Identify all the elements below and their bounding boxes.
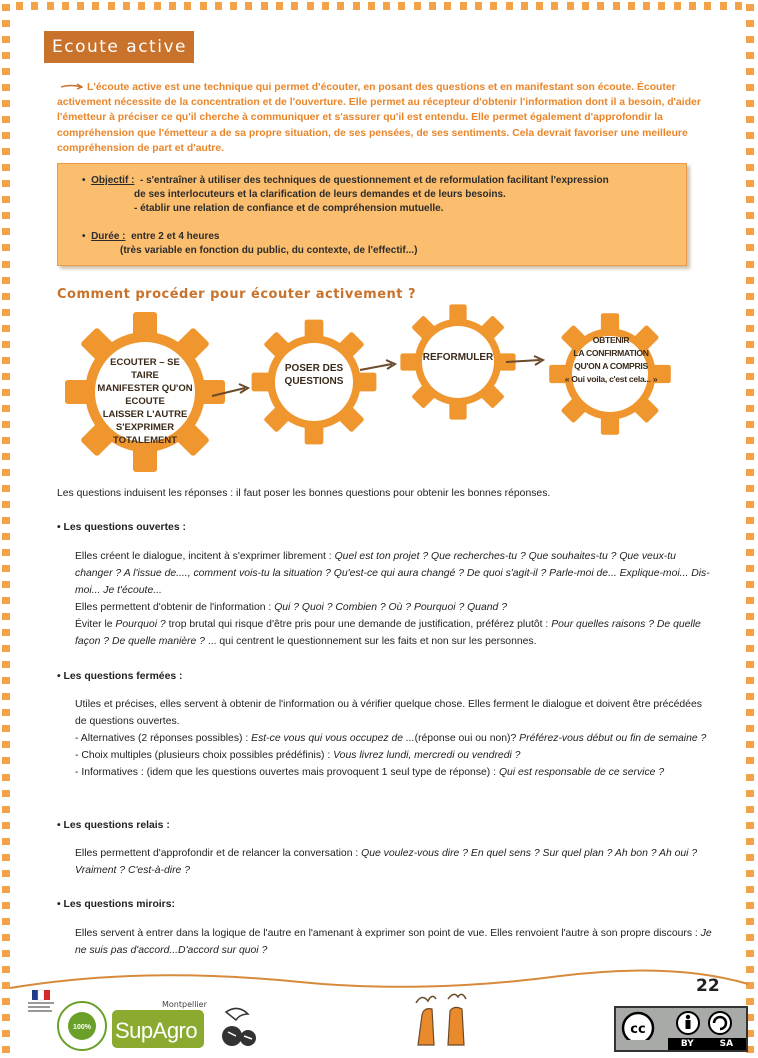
border-dash: [2, 757, 10, 764]
border-dash: [746, 309, 754, 316]
border-dash: [2, 549, 10, 556]
border-dash: [108, 2, 115, 10]
border-dash: [2, 533, 10, 540]
border-dash: [2, 453, 10, 460]
border-dash: [368, 2, 375, 10]
border-dash: [2, 132, 10, 139]
border-dash: [506, 2, 513, 10]
border-dash: [2, 4, 10, 11]
mirror-questions-body: Elles servent à entrer dans la logique de l'autre en l'amenant à exprimer son point de vue. Elles renvoient l'autre à son propre discours : Je ne suis pas d'accord...D'accord sur quoi ?: [75, 928, 712, 956]
border-dash: [322, 2, 329, 10]
border-dash: [2, 52, 10, 59]
border-dash: [2, 934, 10, 941]
border-dash: [628, 2, 635, 10]
border-dash: [414, 2, 421, 10]
border-dash: [444, 2, 451, 10]
border-dash: [746, 453, 754, 460]
border-dash: [746, 774, 754, 781]
border-dash: [2, 950, 10, 957]
border-dash: [77, 2, 84, 10]
border-dash: [746, 148, 754, 155]
border-dash: [490, 2, 497, 10]
border-dash: [475, 2, 482, 10]
border-dash: [16, 2, 23, 10]
border-dash: [230, 2, 237, 10]
svg-text:100%: 100%: [73, 1024, 91, 1031]
border-dash: [2, 645, 10, 652]
border-dash: [307, 2, 314, 10]
border-dash: [2, 389, 10, 396]
border-dash: [735, 2, 742, 10]
border-dash: [746, 341, 754, 348]
border-dash: [2, 485, 10, 492]
border-dash: [746, 870, 754, 877]
page-number: 22: [696, 976, 720, 996]
border-dash: [2, 838, 10, 845]
border-dash: [746, 709, 754, 716]
border-dash: [746, 52, 754, 59]
border-dash: [2, 501, 10, 508]
right-border: [746, 0, 756, 1058]
border-dash: [746, 645, 754, 652]
border-dash: [746, 261, 754, 268]
objective-box: • Objectif : - s'entraîner à utiliser des techniques de questionnement et de reformulation facilitant l'expression de ses interlocuteurs et la clarification de leurs demandes et de leurs besoins. - établir une relation de confiance et de compréhension mutuelle. • Durée : entre 2 et 4 heures (très variable en fonction du public, du contexte, de l'effectif...): [57, 163, 687, 266]
border-dash: [2, 806, 10, 813]
border-dash: [746, 725, 754, 732]
mirror-questions-title: • Les questions miroirs:: [57, 899, 175, 910]
border-dash: [746, 613, 754, 620]
border-dash: [2, 261, 10, 268]
border-dash: [746, 741, 754, 748]
border-dash: [746, 437, 754, 444]
border-dash: [643, 2, 650, 10]
objective-label: Objectif :: [91, 175, 135, 186]
border-dash: [2, 1014, 10, 1021]
border-dash: [746, 822, 754, 829]
border-dash: [746, 549, 754, 556]
border-dash: [746, 693, 754, 700]
border-dash: [746, 565, 754, 572]
border-dash: [746, 533, 754, 540]
border-dash: [746, 212, 754, 219]
duration-label: Durée :: [91, 231, 126, 242]
fists-illustration: [408, 985, 474, 1055]
border-dash: [92, 2, 99, 10]
border-dash: [291, 2, 298, 10]
border-dash: [460, 2, 467, 10]
border-dash: [689, 2, 696, 10]
border-dash: [2, 854, 10, 861]
border-dash: [746, 100, 754, 107]
gears-diagram: [40, 300, 720, 480]
gear-4-text: OBTENIR LA CONFIRMATION QU'ON A COMPRIS « Oui voila, c'est cela... »: [564, 335, 658, 384]
border-dash: [2, 325, 10, 332]
border-dash: [2, 822, 10, 829]
border-dash: [2, 1030, 10, 1037]
intro-text: L'écoute active est une technique qui permet d'écouter, en posant des questions et en manifestant son écoute. Écouter activement nécessite de la concentration et de l'ouverture. Elle permet au récepteur d'obtenir l'information dont il a besoin, d'aider l'émetteur à préciser ce qu'il cherche à communiquer et s'assurer qu'il est entendu. Elle permet également d'approfondir la compréhension que l'émetteur a de sa propre situation, de ses pensées, de ses sentiments. Cela devrait favoriser une meilleure compréhension de part et d'autre.: [57, 82, 701, 154]
border-dash: [2, 469, 10, 476]
border-dash: [658, 2, 665, 10]
border-dash: [746, 389, 754, 396]
border-dash: [746, 132, 754, 139]
border-dash: [746, 180, 754, 187]
border-dash: [746, 228, 754, 235]
border-dash: [551, 2, 558, 10]
creative-commons-badge: [614, 1006, 748, 1052]
border-dash: [746, 597, 754, 604]
border-dash: [746, 629, 754, 636]
border-dash: [2, 693, 10, 700]
border-dash: [2, 244, 10, 251]
relay-questions-title: • Les questions relais :: [57, 820, 170, 831]
border-dash: [2, 277, 10, 284]
border-dash: [2, 20, 10, 27]
border-dash: [746, 36, 754, 43]
border-dash: [2, 116, 10, 123]
border-dash: [169, 2, 176, 10]
border-dash: [521, 2, 528, 10]
border-dash: [2, 565, 10, 572]
border-dash: [746, 501, 754, 508]
border-dash: [746, 485, 754, 492]
border-dash: [597, 2, 604, 10]
border-dash: [2, 341, 10, 348]
border-dash: [2, 774, 10, 781]
border-dash: [746, 757, 754, 764]
border-dash: [746, 373, 754, 380]
border-dash: [2, 68, 10, 75]
border-dash: [245, 2, 252, 10]
border-dash: [138, 2, 145, 10]
objective-line-1: - s'entraîner à utiliser des techniques de questionnement et de reformulation facilitant l'expression: [139, 175, 609, 186]
border-dash: [2, 741, 10, 748]
border-dash: [2, 84, 10, 91]
arrow-icon: [61, 80, 83, 95]
border-dash: [2, 421, 10, 428]
border-dash: [746, 790, 754, 797]
footer-wave: [0, 960, 758, 1000]
border-dash: [2, 677, 10, 684]
border-dash: [704, 2, 711, 10]
border-dash: [746, 806, 754, 813]
border-dash: [200, 2, 207, 10]
border-dash: [383, 2, 390, 10]
left-border: [2, 0, 12, 1058]
objective-line-2: de ses interlocuteurs et la clarification de leurs demandes et de leurs besoins.: [134, 189, 506, 200]
border-dash: [746, 244, 754, 251]
border-dash: [2, 100, 10, 107]
republic-logo: [20, 988, 108, 1058]
border-dash: [2, 196, 10, 203]
bird-chat-logo: [218, 1002, 262, 1054]
border-dash: [746, 934, 754, 941]
border-dash: [2, 902, 10, 909]
gear-1-text: ECOUTER – SE TAIRE MANIFESTER QU'ON ECOUTE LAISSER L'AUTRE S'EXPRIMER TOTALEMENT: [97, 357, 193, 446]
border-dash: [2, 661, 10, 668]
border-dash: [2, 36, 10, 43]
page-title: Ecoute active: [44, 31, 194, 63]
border-dash: [47, 2, 54, 10]
border-dash: [567, 2, 574, 10]
border-dash: [746, 116, 754, 123]
border-dash: [746, 68, 754, 75]
border-dash: [720, 2, 727, 10]
border-dash: [123, 2, 130, 10]
lead-text: Les questions induisent les réponses : il faut poser les bonnes questions pour obtenir les bonnes réponses.: [57, 488, 551, 499]
border-dash: [746, 405, 754, 412]
border-dash: [353, 2, 360, 10]
border-dash: [746, 20, 754, 27]
border-dash: [746, 293, 754, 300]
border-dash: [154, 2, 161, 10]
border-dash: [2, 357, 10, 364]
border-dash: [2, 293, 10, 300]
border-dash: [2, 870, 10, 877]
border-dash: [31, 2, 38, 10]
border-dash: [613, 2, 620, 10]
border-dash: [276, 2, 283, 10]
border-dash: [746, 164, 754, 171]
border-dash: [2, 709, 10, 716]
border-dash: [746, 581, 754, 588]
border-dash: [2, 180, 10, 187]
border-dash: [746, 84, 754, 91]
border-dash: [746, 886, 754, 893]
border-dash: [2, 228, 10, 235]
border-dash: [398, 2, 405, 10]
border-dash: [2, 629, 10, 636]
border-dash: [2, 613, 10, 620]
duration-value: entre 2 et 4 heures: [131, 231, 220, 242]
border-dash: [2, 373, 10, 380]
border-dash: [2, 148, 10, 155]
border-dash: [62, 2, 69, 10]
closed-questions-body: Utiles et précises, elles servent à obtenir de l'information ou à vérifier quelque chose. Elles ferment le dialogue et doivent être précédées de questions ouvertes. - Alternatives (2 réponses possibles) : Est-ce vous qui vous occupez de ...(réponse oui ou non)? Préférez-vous début ou fin de semaine ? - Choix multiples (plusieurs choix possibles prédéfinis) : Vous livrez lundi, mercredi ou vendredi ? - Informatives : (idem que les questions ouvertes mais provoquent 1 seul type de réponse) : Qui est responsable de ce service ?: [75, 699, 707, 778]
border-dash: [746, 677, 754, 684]
border-dash: [746, 854, 754, 861]
border-dash: [2, 581, 10, 588]
border-dash: [536, 2, 543, 10]
border-dash: [746, 325, 754, 332]
border-dash: [2, 1046, 10, 1053]
border-dash: [674, 2, 681, 10]
border-dash: [746, 902, 754, 909]
objective-line-3: - établir une relation de confiance et de compréhension mutuelle.: [134, 203, 444, 214]
border-dash: [2, 886, 10, 893]
border-dash: [746, 918, 754, 925]
border-dash: [2, 517, 10, 524]
border-dash: [215, 2, 222, 10]
border-dash: [429, 2, 436, 10]
open-questions-body: Elles créent le dialogue, incitent à s'exprimer librement : Quel est ton projet ? Que recherches-tu ? Que souhaites-tu ? Que veux-tu changer ? A l'issue de...., comment vois-tu la situation ? Qu'est-ce qui aura changé ? De quoi s'agit-il ? Parle-moi de... Explique-moi... Dis-moi... Je t'écoute... Elles permettent d'obtenir de l'information : Qui ? Quoi ? Combien ? Où ? Pourquoi ? Quand ? Éviter le Pourquoi ? trop brutal qui risque d'être pris pour une demande de justification, préférez plutôt : Pour quelles raisons ? De quelle façon ? De quelle manière ? ... qui centrent le questionnement sur les faits et non sur les personnes.: [75, 551, 710, 647]
border-dash: [746, 838, 754, 845]
border-dash: [746, 469, 754, 476]
intro-paragraph: [57, 80, 709, 156]
border-dash: [2, 309, 10, 316]
border-dash: [746, 421, 754, 428]
border-dash: [184, 2, 191, 10]
gear-3-text: REFORMULER: [422, 352, 494, 363]
border-dash: [2, 164, 10, 171]
border-dash: [746, 4, 754, 11]
cc-sa-label: SA: [719, 1039, 734, 1049]
top-border: [16, 2, 742, 10]
border-dash: [2, 437, 10, 444]
border-dash: [2, 790, 10, 797]
procedure-title: Comment procéder pour écouter activement ?: [57, 287, 417, 302]
svg-text:cc: cc: [630, 1022, 646, 1037]
gear-2-text: POSER DES QUESTIONS: [284, 363, 344, 387]
border-dash: [261, 2, 268, 10]
supagro-logo: Montpellier SupAgro: [112, 1010, 204, 1048]
border-dash: [746, 661, 754, 668]
closed-questions-title: • Les questions fermées :: [57, 671, 183, 682]
cc-by-label: BY: [680, 1039, 694, 1049]
border-dash: [582, 2, 589, 10]
border-dash: [2, 918, 10, 925]
border-dash: [2, 725, 10, 732]
border-dash: [746, 517, 754, 524]
border-dash: [2, 212, 10, 219]
duration-note: (très variable en fonction du public, du contexte, de l'effectif...): [120, 245, 418, 256]
border-dash: [746, 196, 754, 203]
open-questions-title: • Les questions ouvertes :: [57, 522, 186, 533]
border-dash: [746, 357, 754, 364]
border-dash: [2, 405, 10, 412]
border-dash: [746, 277, 754, 284]
border-dash: [746, 950, 754, 957]
border-dash: [337, 2, 344, 10]
border-dash: [2, 597, 10, 604]
relay-questions-body: Elles permettent d'approfondir et de relancer la conversation : Que voulez-vous dire ? En quel sens ? Sur quel plan ? Ah bon ? Ah oui ? Vraiment ? C'est-à-dire ?: [75, 848, 698, 876]
